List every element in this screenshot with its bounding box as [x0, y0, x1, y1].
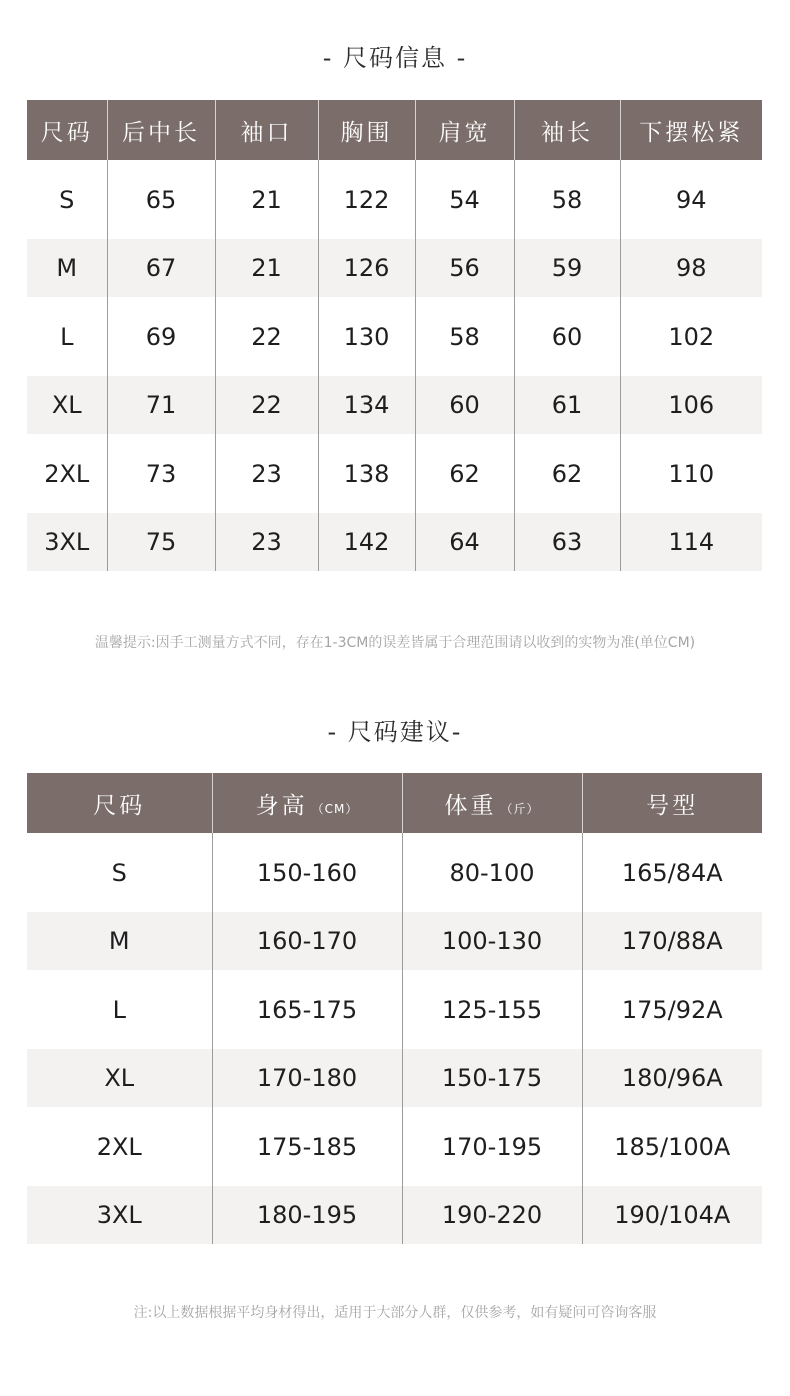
- header-back-length: 后中长: [107, 100, 215, 160]
- cell-fit-code: 180/96A: [582, 1049, 762, 1107]
- cell-chest: 130: [318, 297, 415, 376]
- cell-weight: 80-100: [402, 833, 582, 912]
- size-advice-title: - 尺码建议-: [327, 718, 463, 746]
- header-shoulder: 肩宽: [415, 100, 514, 160]
- cell-size: XL: [27, 376, 107, 434]
- cell-shoulder: 54: [415, 160, 514, 239]
- height-unit: （CM）: [311, 801, 359, 816]
- cell-fit-code: 190/104A: [582, 1186, 762, 1244]
- cell-hem: 106: [620, 376, 762, 434]
- cell-size: S: [111, 858, 127, 887]
- cell-sleeve: 60: [514, 297, 620, 376]
- header-size: 尺码: [27, 773, 212, 833]
- cell-back-length: 71: [107, 376, 215, 434]
- cell-weight: 125-155: [402, 970, 582, 1049]
- cell-sleeve: 59: [514, 239, 620, 297]
- table-row: [27, 1049, 762, 1107]
- table-row: [27, 434, 762, 513]
- cell-size: L: [60, 322, 74, 351]
- cell-shoulder: 62: [415, 434, 514, 513]
- cell-back-length: 67: [107, 239, 215, 297]
- size-advice-header-row: [27, 773, 762, 833]
- cell-weight: 100-130: [402, 912, 582, 970]
- header-chest: 胸围: [318, 100, 415, 160]
- size-advice-table: [27, 773, 762, 1244]
- cell-size: 3XL: [27, 1186, 212, 1244]
- cell-cuff: 22: [215, 297, 318, 376]
- cell-size: L: [112, 995, 126, 1024]
- cell-shoulder: 58: [415, 297, 514, 376]
- cell-weight: 150-175: [402, 1049, 582, 1107]
- header-sleeve: 袖长: [514, 100, 620, 160]
- cell-chest: 126: [318, 239, 415, 297]
- cell-shoulder: 56: [415, 239, 514, 297]
- cell-back-length: 65: [107, 160, 215, 239]
- cell-height: 165-175: [212, 970, 402, 1049]
- cell-back-length: 69: [107, 297, 215, 376]
- header-hem: 下摆松紧: [620, 100, 762, 160]
- cell-sleeve: 58: [514, 160, 620, 239]
- cell-chest: 142: [318, 513, 415, 571]
- cell-cuff: 23: [215, 513, 318, 571]
- cell-sleeve: 63: [514, 513, 620, 571]
- cell-weight: 190-220: [402, 1186, 582, 1244]
- cell-height: 180-195: [212, 1186, 402, 1244]
- table-row: [27, 376, 762, 434]
- size-info-table: [27, 100, 762, 571]
- advice-note: 注:以上数据根据平均身材得出，适用于大部分人群，仅供参考，如有疑问可咨询客服: [133, 1305, 657, 1321]
- cell-weight: 170-195: [402, 1107, 582, 1186]
- cell-height: 175-185: [212, 1107, 402, 1186]
- cell-cuff: 23: [215, 434, 318, 513]
- table-row: [27, 912, 762, 970]
- cell-hem: 110: [620, 434, 762, 513]
- cell-sleeve: 62: [514, 434, 620, 513]
- cell-size: 3XL: [27, 513, 107, 571]
- cell-size: XL: [27, 1049, 212, 1107]
- table-row: [27, 513, 762, 571]
- table-row: [27, 160, 762, 239]
- table-row: [27, 297, 762, 376]
- cell-size: 2XL: [44, 459, 90, 488]
- cell-fit-code: 175/92A: [582, 970, 762, 1049]
- table-row: [27, 970, 762, 1049]
- size-info-title: - 尺码信息 -: [322, 44, 468, 72]
- cell-cuff: 21: [215, 160, 318, 239]
- size-info-header-row: [27, 100, 762, 160]
- cell-cuff: 22: [215, 376, 318, 434]
- cell-shoulder: 60: [415, 376, 514, 434]
- cell-chest: 122: [318, 160, 415, 239]
- cell-back-length: 73: [107, 434, 215, 513]
- table-row: [27, 1186, 762, 1244]
- cell-hem: 114: [620, 513, 762, 571]
- cell-hem: 98: [620, 239, 762, 297]
- header-fit-code: 号型: [582, 773, 762, 833]
- header-height: 身高 （CM）: [212, 773, 402, 833]
- cell-fit-code: 170/88A: [582, 912, 762, 970]
- measurement-note: 温馨提示:因手工测量方式不同，存在1-3CM的误差皆属于合理范围请以收到的实物为准(单位CM): [94, 635, 696, 651]
- cell-size: M: [27, 239, 107, 297]
- table-row: [27, 239, 762, 297]
- cell-back-length: 75: [107, 513, 215, 571]
- cell-height: 170-180: [212, 1049, 402, 1107]
- cell-size: M: [27, 912, 212, 970]
- cell-sleeve: 61: [514, 376, 620, 434]
- cell-shoulder: 64: [415, 513, 514, 571]
- cell-fit-code: 185/100A: [582, 1107, 762, 1186]
- table-row: [27, 1107, 762, 1186]
- header-cuff: 袖口: [215, 100, 318, 160]
- cell-size: 2XL: [96, 1132, 142, 1161]
- cell-size: S: [59, 185, 75, 214]
- cell-cuff: 21: [215, 239, 318, 297]
- cell-fit-code: 165/84A: [582, 833, 762, 912]
- cell-hem: 102: [620, 297, 762, 376]
- cell-height: 150-160: [212, 833, 402, 912]
- table-row: [27, 833, 762, 912]
- header-weight: 体重 （斤）: [402, 773, 582, 833]
- cell-chest: 138: [318, 434, 415, 513]
- weight-unit: （斤）: [500, 801, 540, 816]
- cell-height: 160-170: [212, 912, 402, 970]
- cell-hem: 94: [620, 160, 762, 239]
- cell-chest: 134: [318, 376, 415, 434]
- header-size: 尺码: [27, 100, 107, 160]
